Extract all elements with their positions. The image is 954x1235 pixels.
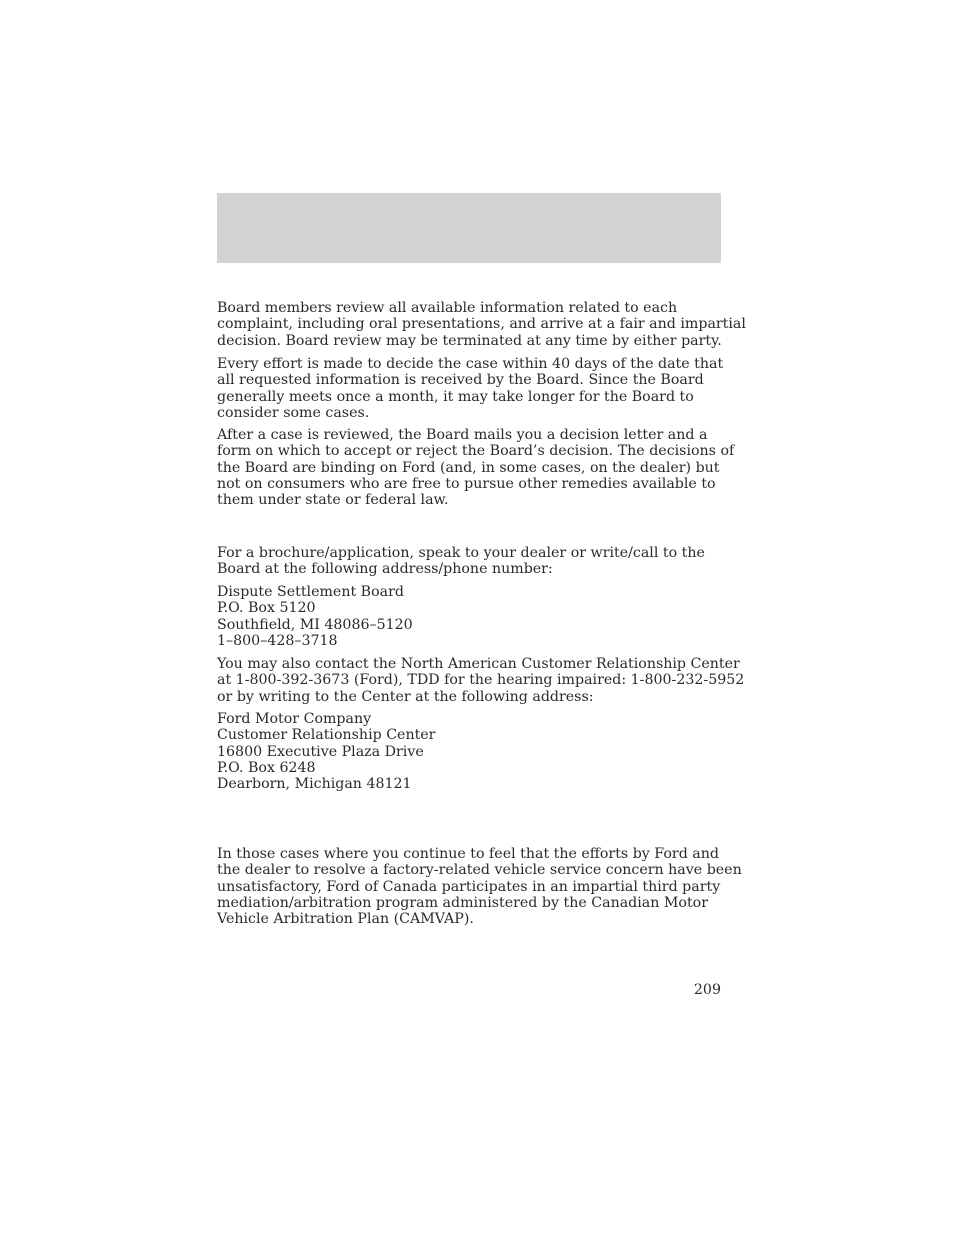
text-line: After a case is reviewed, the Board mails you a decision letter and a — [217, 427, 708, 443]
text-line: consider some cases. — [217, 404, 370, 421]
text-line: decision. Board review may be terminated at any time by either party. — [217, 332, 722, 349]
text-line: Every effort is made to decide the case within 40 days of the date that — [217, 356, 724, 372]
address-line: P.O. Box 5120 — [217, 600, 316, 617]
section-header-band — [217, 193, 721, 263]
text-line: them under state or federal law. — [217, 492, 449, 509]
text-line: the Board are binding on Ford (and, in some cases, on the dealer) but — [217, 459, 720, 476]
text-line: Board at the following address/phone number: — [217, 561, 553, 578]
text-line: Board members review all available information related to each — [217, 300, 678, 316]
address-line: Customer Relationship Center — [217, 727, 436, 744]
paragraph-canada — [217, 846, 742, 928]
paragraph-board-review — [217, 300, 746, 349]
address-line: P.O. Box 6248 — [217, 759, 316, 776]
text-line: mediation/arbitration program administered by the Canadian Motor — [217, 894, 708, 911]
address-line: Southfield, MI 48086–5120 — [217, 616, 413, 633]
dispute-board-address — [217, 584, 727, 649]
text-line: the dealer to resolve a factory-related vehicle service concern have been — [217, 862, 742, 879]
text-line: For a brochure/application, speak to your dealer or write/call to the — [217, 545, 705, 561]
text-line: unsatisfactory, Ford of Canada participates in an impartial third party — [217, 878, 721, 895]
paragraph-customer-center — [217, 656, 745, 705]
address-line: 16800 Executive Plaza Drive — [217, 743, 424, 760]
page-number: 209 — [693, 982, 721, 998]
paragraph-brochure — [217, 545, 727, 578]
text-line: In those cases where you continue to feel that the efforts by Ford and — [217, 846, 719, 862]
address-line: Ford Motor Company — [217, 711, 372, 727]
text-line: You may also contact the North American Customer Relationship Center — [217, 656, 740, 672]
address-line: Dispute Settlement Board — [217, 584, 404, 600]
text-line: at 1-800-392-3673 (Ford), TDD for the hearing impaired: 1-800-232-5952 — [217, 672, 745, 689]
text-line: complaint, including oral presentations, and arrive at a fair and impartial — [217, 316, 746, 333]
text-line: Vehicle Arbitration Plan (CAMVAP). — [217, 911, 474, 928]
text-line: all requested information is received by the Board. Since the Board — [217, 372, 704, 389]
text-line: or by writing to the Center at the following address: — [217, 688, 594, 705]
text-line: not on consumers who are free to pursue other remedies available to — [217, 475, 716, 492]
paragraph-decision-timing — [217, 356, 727, 421]
text-line: form on which to accept or reject the Board’s decision. The decisions of — [217, 443, 735, 460]
address-line: Dearborn, Michigan 48121 — [217, 776, 412, 793]
paragraph-decision-letter — [217, 427, 735, 509]
phone-line: 1–800–428–3718 — [217, 632, 338, 649]
text-line: generally meets once a month, it may take longer for the Board to — [217, 388, 694, 405]
ford-center-address — [217, 711, 727, 792]
